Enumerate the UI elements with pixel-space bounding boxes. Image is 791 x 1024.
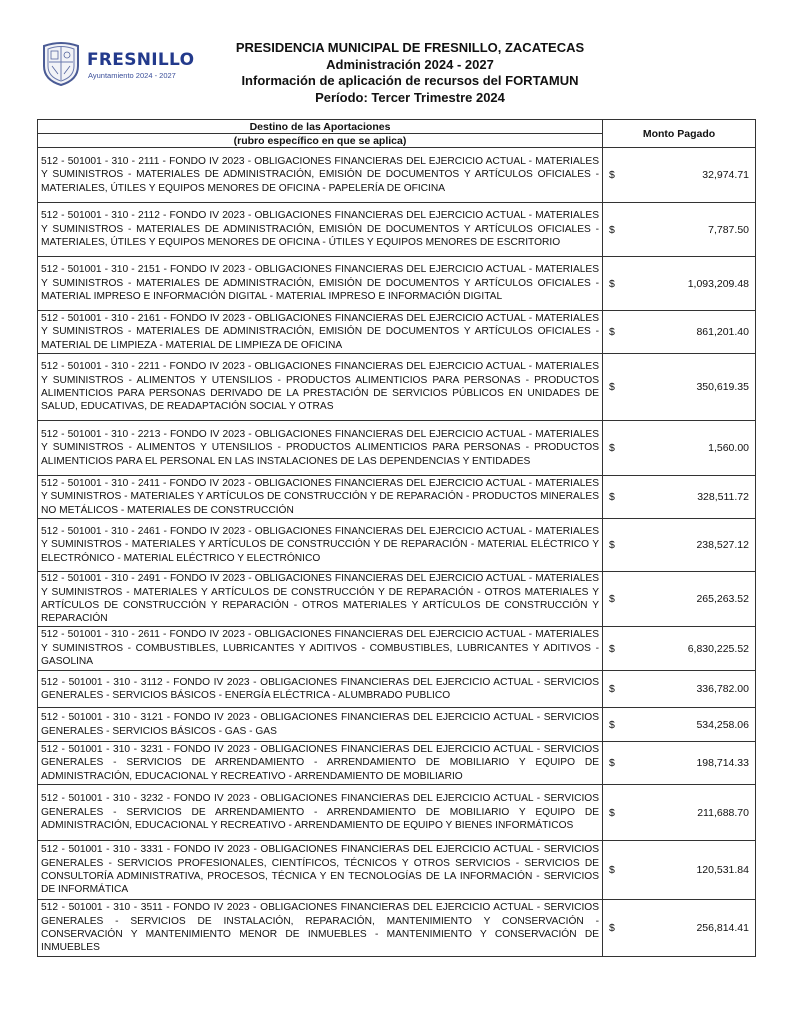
- table-row: [38, 785, 756, 841]
- column-header-destino: Destino de las Aportaciones: [38, 120, 603, 134]
- row-amount-cell: [603, 742, 756, 785]
- currency-symbol: $: [609, 718, 615, 731]
- row-amount-cell: [603, 785, 756, 841]
- row-amount-cell: [603, 421, 756, 476]
- currency-symbol: $: [609, 169, 615, 181]
- currency-symbol: $: [609, 381, 615, 393]
- row-amount-cell: [603, 257, 756, 311]
- row-description: 512 - 501001 - 310 - 3511 - FONDO IV 2023 - OBLIGACIONES FINANCIERAS DEL EJERCICIO ACTUAL - SERVICIOS GENERALES - SERVICIOS DE INSTALACIÓN, REPARACIÓN, MANTENIMIENTO Y CONSERVACIÓN - CONSERVACIÓN Y MANTENIMIENTO MENOR DE INMUEBLES - MANTENIMIENTO Y CONSERVACIÓN DE INMUEBLES: [38, 900, 603, 957]
- row-amount: 265,263.52: [696, 593, 749, 605]
- currency-symbol: $: [609, 806, 615, 819]
- table-row: [38, 841, 756, 900]
- document-header: [180, 40, 640, 106]
- column-header-monto: Monto Pagado: [603, 120, 756, 148]
- row-amount: 1,560.00: [708, 442, 749, 454]
- header-period: Período: Tercer Trimestre 2024: [315, 89, 505, 105]
- fresnillo-logo: [40, 40, 200, 88]
- row-description: 512 - 501001 - 310 - 3231 - FONDO IV 2023 - OBLIGACIONES FINANCIERAS DEL EJERCICIO ACTUAL - SERVICIOS GENERALES - SERVICIOS DE ARRENDAMIENTO - ARRENDAMIENTO DE MOBILIARIO Y EQUIPO DE ADMINISTRACIÓN, EDUCACIONAL Y RECREATIVO - ARRENDAMIENTO DE MOBILIARIO: [38, 742, 603, 785]
- row-amount: 7,787.50: [708, 223, 749, 236]
- row-description: 512 - 501001 - 310 - 2491 - FONDO IV 2023 - OBLIGACIONES FINANCIERAS DEL EJERCICIO ACTUAL - MATERIALES Y SUMINISTROS - MATERIALES Y ARTÍCULOS DE CONSTRUCCIÓN Y DE REPARACIÓN - OTROS MATERIALES Y ARTÍCULOS DE CONSTRUCCIÓN Y REPARACIÓN - OTROS MATERIALES Y ARTÍCULOS DE CONSTRUCCIÓN Y REPARACIÓN: [38, 572, 603, 627]
- row-description: 512 - 501001 - 310 - 2151 - FONDO IV 2023 - OBLIGACIONES FINANCIERAS DEL EJERCICIO ACTUAL - MATERIALES Y SUMINISTROS - MATERIALES DE ADMINISTRACIÓN, EMISIÓN DE DOCUMENTOS Y ARTÍCULOS OFICIALES - MATERIAL IMPRESO E INFORMACIÓN DIGITAL - MATERIAL IMPRESO E INFORMACIÓN DIGITAL: [38, 257, 603, 311]
- table-row: [38, 742, 756, 785]
- column-header-destino-sub: (rubro específico en que se aplica): [38, 134, 603, 148]
- table-row: [38, 421, 756, 476]
- currency-symbol: $: [609, 922, 615, 934]
- table-row: [38, 148, 756, 203]
- currency-symbol: $: [609, 491, 615, 503]
- resources-table: [37, 119, 756, 957]
- currency-symbol: $: [609, 277, 615, 290]
- row-amount-cell: [603, 572, 756, 627]
- row-description: 512 - 501001 - 310 - 3232 - FONDO IV 2023 - OBLIGACIONES FINANCIERAS DEL EJERCICIO ACTUAL - SERVICIOS GENERALES - SERVICIOS DE ARRENDAMIENTO - ARRENDAMIENTO DE MOBILIARIO Y EQUIPO DE ADMINISTRACIÓN, EDUCACIONAL Y RECREATIVO - ARRENDAMIENTO DE EQUIPO Y BIENES INFORMÁTICOS: [38, 785, 603, 841]
- logo-subtitle: Ayuntamiento 2024 - 2027: [88, 71, 176, 80]
- table-row: [38, 627, 756, 671]
- row-description: 512 - 501001 - 310 - 2213 - FONDO IV 2023 - OBLIGACIONES FINANCIERAS DEL EJERCICIO ACTUAL - MATERIALES Y SUMINISTROS - ALIMENTOS Y UTENSILIOS - PRODUCTOS ALIMENTICIOS PARA PERSONAS - PRODUCTOS ALIMENTICIOS PARA EL PERSONAL EN LAS INSTALACIONES DE LAS DEPENDENCIAS Y ENTIDADES: [38, 421, 603, 476]
- row-amount: 534,258.06: [696, 718, 749, 731]
- row-description: 512 - 501001 - 310 - 2611 - FONDO IV 2023 - OBLIGACIONES FINANCIERAS DEL EJERCICIO ACTUAL - MATERIALES Y SUMINISTROS - COMBUSTIBLES, LUBRICANTES Y ADITIVOS - COMBUSTIBLES, LUBRICANTES Y ADITIVOS - GASOLINA: [38, 627, 603, 671]
- logo-name: FRESNILLO: [87, 50, 195, 70]
- row-amount-cell: [603, 519, 756, 572]
- row-amount-cell: [603, 841, 756, 900]
- row-amount-cell: [603, 671, 756, 708]
- currency-symbol: $: [609, 442, 615, 454]
- table-row: [38, 476, 756, 519]
- table-row: [38, 519, 756, 572]
- row-amount: 256,814.41: [696, 922, 749, 934]
- row-amount: 211,688.70: [697, 806, 749, 819]
- row-description: 512 - 501001 - 310 - 2161 - FONDO IV 2023 - OBLIGACIONES FINANCIERAS DEL EJERCICIO ACTUAL - MATERIALES Y SUMINISTROS - MATERIALES DE ADMINISTRACIÓN, EMISIÓN DE DOCUMENTOS Y ARTÍCULOS OFICIALES - MATERIAL DE LIMPIEZA - MATERIAL DE LIMPIEZA DE OFICINA: [38, 311, 603, 354]
- row-amount-cell: [603, 476, 756, 519]
- currency-symbol: $: [609, 757, 615, 769]
- currency-symbol: $: [609, 223, 615, 236]
- currency-symbol: $: [609, 642, 615, 655]
- currency-symbol: $: [609, 326, 615, 338]
- currency-symbol: $: [609, 864, 615, 876]
- row-amount-cell: [603, 148, 756, 203]
- row-amount: 1,093,209.48: [687, 277, 749, 290]
- table-row: [38, 708, 756, 742]
- table-row: [38, 354, 756, 421]
- table-row: [38, 572, 756, 627]
- row-amount-cell: [603, 203, 756, 257]
- row-amount: 120,531.84: [696, 864, 749, 876]
- row-description: 512 - 501001 - 310 - 2461 - FONDO IV 2023 - OBLIGACIONES FINANCIERAS DEL EJERCICIO ACTUAL - MATERIALES Y SUMINISTROS - MATERIALES Y ARTÍCULOS DE CONSTRUCCIÓN Y DE REPARACIÓN - MATERIAL ELÉCTRICO Y ELECTRÓNICO - MATERIAL ELÉCTRICO Y ELECTRÓNICO: [38, 519, 603, 572]
- table-row: [38, 900, 756, 957]
- table-row: [38, 203, 756, 257]
- table-row: [38, 257, 756, 311]
- row-amount: 350,619.35: [696, 381, 749, 393]
- row-amount-cell: [603, 708, 756, 742]
- coat-of-arms-icon: [40, 40, 82, 86]
- row-amount: 6,830,225.52: [687, 642, 749, 655]
- currency-symbol: $: [609, 683, 615, 695]
- row-description: 512 - 501001 - 310 - 2411 - FONDO IV 2023 - OBLIGACIONES FINANCIERAS DEL EJERCICIO ACTUAL - MATERIALES Y SUMINISTROS - MATERIALES Y ARTÍCULOS DE CONSTRUCCIÓN Y DE REPARACIÓN - PRODUCTOS MINERALES NO METÁLICOS - MATERIALES DE CONSTRUCCIÓN: [38, 476, 603, 519]
- row-amount-cell: [603, 354, 756, 421]
- row-amount-cell: [603, 627, 756, 671]
- header-title: PRESIDENCIA MUNICIPAL DE FRESNILLO, ZACATECAS: [235, 40, 585, 55]
- table-row: [38, 311, 756, 354]
- header-subject: Información de aplicación de recursos del FORTAMUN: [241, 73, 579, 88]
- row-amount: 238,527.12: [696, 539, 749, 551]
- row-description: 512 - 501001 - 310 - 2211 - FONDO IV 2023 - OBLIGACIONES FINANCIERAS DEL EJERCICIO ACTUAL - MATERIALES Y SUMINISTROS - ALIMENTOS Y UTENSILIOS - PRODUCTOS ALIMENTICIOS PARA PERSONAS - PRODUCTOS ALIMENTICIOS PARA PERSONAS DERIVADO DE LA PRESTACIÓN DE SERVICIOS PÚBLICOS EN UNIDADES DE SALUD, EDUCATIVAS, DE READAPTACIÓN SOCIAL Y OTRAS: [38, 354, 603, 421]
- table-body: [38, 148, 756, 957]
- row-description: 512 - 501001 - 310 - 3331 - FONDO IV 2023 - OBLIGACIONES FINANCIERAS DEL EJERCICIO ACTUAL - SERVICIOS GENERALES - SERVICIOS PROFESIONALES, CIENTÍFICOS, TÉCNICOS Y OTROS SERVICIOS - SERVICIOS DE CONSULTORÍA ADMINISTRATIVA, PROCESOS, TÉCNICA Y EN TECNOLOGÍAS DE LA INFORMACIÓN - SERVICIOS DE INFORMÁTICA: [38, 841, 603, 900]
- row-amount: 328,511.72: [697, 491, 749, 503]
- row-amount: 32,974.71: [702, 169, 749, 181]
- table-row: [38, 671, 756, 708]
- currency-symbol: $: [609, 593, 615, 605]
- row-description: 512 - 501001 - 310 - 3112 - FONDO IV 2023 - OBLIGACIONES FINANCIERAS DEL EJERCICIO ACTUAL - SERVICIOS GENERALES - SERVICIOS BÁSICOS - ENERGÍA ELÉCTRICA - ALUMBRADO PUBLICO: [38, 671, 603, 708]
- row-amount-cell: [603, 311, 756, 354]
- row-amount-cell: [603, 900, 756, 957]
- header-administration: Administración 2024 - 2027: [326, 56, 494, 72]
- row-amount: 861,201.40: [696, 326, 749, 338]
- row-amount: 198,714.33: [696, 757, 749, 769]
- row-description: 512 - 501001 - 310 - 3121 - FONDO IV 2023 - OBLIGACIONES FINANCIERAS DEL EJERCICIO ACTUAL - SERVICIOS GENERALES - SERVICIOS BÁSICOS - GAS - GAS: [38, 708, 603, 742]
- row-description: 512 - 501001 - 310 - 2112 - FONDO IV 2023 - OBLIGACIONES FINANCIERAS DEL EJERCICIO ACTUAL - MATERIALES Y SUMINISTROS - MATERIALES DE ADMINISTRACIÓN, EMISIÓN DE DOCUMENTOS Y ARTÍCULOS OFICIALES - MATERIALES, ÚTILES Y EQUIPOS MENORES DE OFICINA - ÚTILES Y EQUIPOS MENORES DE ESCRITORIO: [38, 203, 603, 257]
- row-description: 512 - 501001 - 310 - 2111 - FONDO IV 2023 - OBLIGACIONES FINANCIERAS DEL EJERCICIO ACTUAL - MATERIALES Y SUMINISTROS - MATERIALES DE ADMINISTRACIÓN, EMISIÓN DE DOCUMENTOS Y ARTÍCULOS OFICIALES - MATERIALES, ÚTILES Y EQUIPOS MENORES DE OFICINA - PAPELERÍA DE OFICINA: [38, 148, 603, 203]
- currency-symbol: $: [609, 539, 615, 551]
- row-amount: 336,782.00: [696, 683, 749, 695]
